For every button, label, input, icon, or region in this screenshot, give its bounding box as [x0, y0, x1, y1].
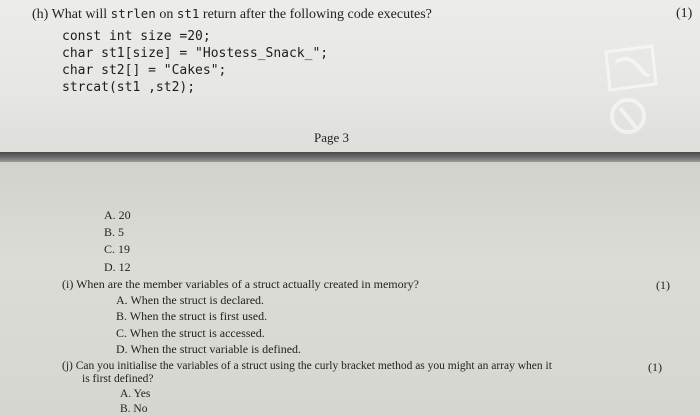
page-number: Page 3 [314, 130, 350, 145]
answer-i-c: C. When the struct is accessed. [116, 326, 265, 340]
previous-page [0, 0, 700, 152]
question-h-marks: (1) [676, 6, 693, 21]
question-i-marks: (1) [656, 278, 670, 292]
answer-j-b: B. No [120, 403, 148, 415]
question-j-line2: is first defined? [82, 373, 154, 385]
code-line: char st1[size] = "Hostess_Snack_"; [62, 46, 329, 61]
question-j-marks: (1) [648, 360, 662, 374]
code-block [62, 28, 328, 96]
answer-h-a: A. 20 [104, 208, 131, 222]
code-line: const int size =20; [62, 29, 211, 44]
current-page [0, 162, 700, 416]
watermark-glyph-icon [598, 44, 660, 144]
question-h: (h) What will strlen on st1 return after the following code executes? [32, 6, 432, 22]
code-line: strcat(st1 ,st2); [62, 80, 196, 95]
answer-h-c: C. 19 [104, 242, 131, 256]
answer-j-a: A. Yes [120, 388, 151, 400]
answer-i-a: A. When the struct is declared. [116, 293, 265, 307]
answer-h-b: B. 5 [104, 225, 125, 239]
answer-i-d: D. When the struct variable is defined. [116, 342, 302, 356]
code-line: char st2[] = "Cakes"; [62, 63, 227, 78]
answer-h-d: D. 12 [104, 260, 131, 274]
question-j-line1: (j) Can you initialise the variables of a struct using the curly bracket method as you might an array when it [62, 360, 552, 372]
question-i: (i) When are the member variables of a struct actually created in memory? [62, 277, 419, 291]
answer-i-b: B. When the struct is first used. [116, 309, 268, 323]
page-gap [0, 152, 700, 162]
